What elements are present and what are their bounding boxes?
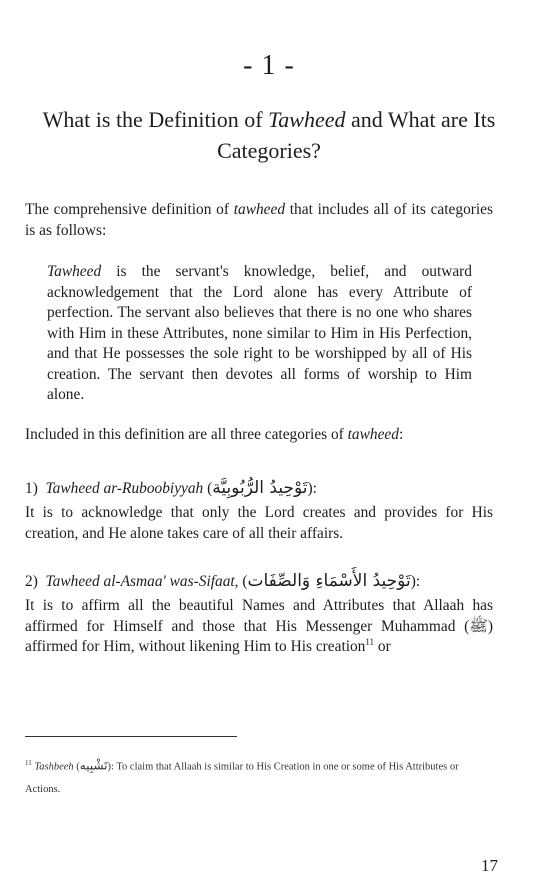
included-text-end: : (398, 426, 404, 443)
category-1-close: ): (307, 480, 317, 497)
category-1-arabic: تَوْحِيدُ الرُّبُوبِيَّة (212, 478, 308, 498)
footnote-reference[interactable]: 11 (365, 636, 375, 647)
intro-paragraph (25, 200, 493, 241)
category-1-term: Tawheed ar-Ruboobiyyah (45, 480, 204, 497)
included-paragraph (25, 425, 493, 446)
category-1-text: It is to acknowledge that only the Lord creates and provides for His creation, and He alone takes care of all their affairs. (25, 504, 493, 542)
definition-term: Tawheed (47, 263, 102, 280)
chapter-title-part2: and What are Its Categories? (217, 107, 496, 163)
category-2-close: ): (410, 573, 421, 590)
chapter-title (30, 104, 508, 166)
category-2-open: , ( (234, 573, 248, 590)
category-1-heading (25, 477, 495, 500)
included-text: Included in this definition are all three categories of (25, 426, 348, 443)
definition-block (47, 262, 472, 406)
footnote-divider (25, 736, 237, 737)
footnote-arabic: تَشْبِيه (79, 758, 108, 773)
chapter-title-italic: Tawheed (268, 107, 346, 132)
chapter-title-part1: What is the Definition of (42, 107, 269, 132)
category-2-text-end: or (374, 638, 391, 655)
page-number: 17 (481, 856, 498, 875)
intro-text-end: that includes all of its categories is as follows: (25, 201, 493, 239)
category-2-heading (25, 570, 495, 593)
category-2-number: 2) (25, 573, 38, 590)
footnote-term: Tashbeeh (34, 761, 74, 773)
intro-italic: tawheed (233, 201, 286, 218)
footnote (25, 752, 495, 801)
included-italic: tawheed (347, 426, 399, 443)
intro-text: The comprehensive definition of (25, 201, 234, 218)
category-1-number: 1) (25, 480, 38, 497)
category-2-term: Tawheed al-Asmaa' was-Sifaat (45, 573, 235, 590)
category-1-open: ( (203, 480, 213, 497)
definition-text: is the servant's knowledge, belief, and outward acknowledgement that the Lord alone has every Attribute of perfection. The servant also believes that there is no one who shares with Him in these Attributes, none similar to Him in His Perfection, and that He possesses the sole right to be worshipped by all of His creation. The servant then devotes all forms of worship to Him alone. (47, 263, 472, 403)
footnote-number: 11 (25, 759, 32, 767)
footnote-text: ): To claim that Allaah is similar to His Creation in one or some of His Attributes or Actions. (25, 761, 459, 795)
footnote-open: ( (73, 761, 80, 773)
chapter-number: - 1 - (243, 50, 295, 81)
category-2-arabic: تَوْحِيدُ الأَسْمَاءِ وَالصِّفَات (247, 571, 411, 591)
category-2-paragraph (25, 596, 493, 658)
category-2-text: It is to affirm all the beautiful Names and Attributes that Allaah has affirmed for Himself and those that His Messenger Muhammad (ﷺ) affirmed for Him, without likening Him to His creation (25, 597, 493, 655)
